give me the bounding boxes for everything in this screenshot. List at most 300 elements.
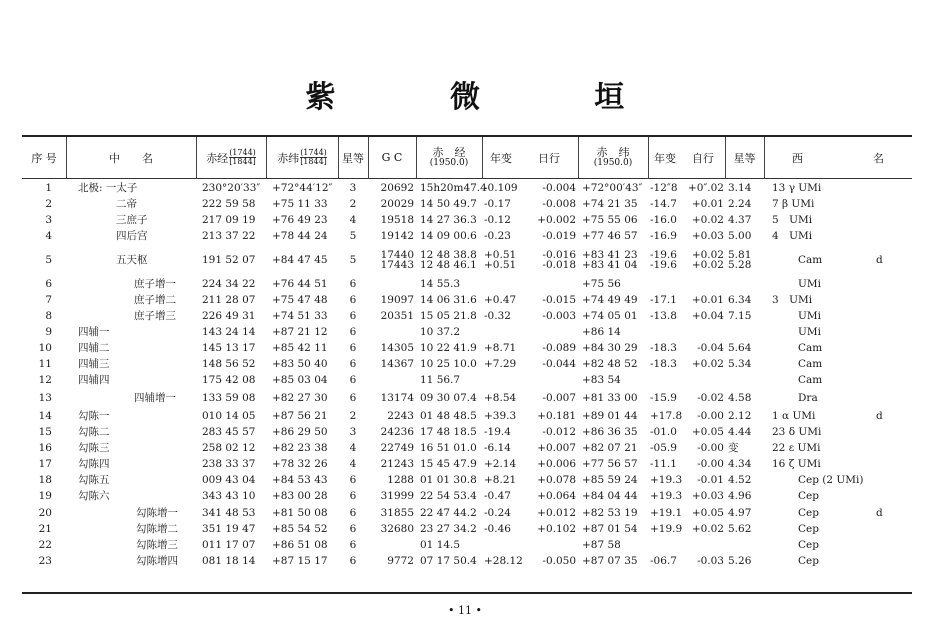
cell-mag-class: 6 xyxy=(349,374,357,386)
cell-mag: 5.26 xyxy=(728,555,752,567)
cell-daily: +0.002 xyxy=(537,214,576,226)
cell-ra-1950: 14 06 31.6 xyxy=(420,294,477,306)
table-header-rule xyxy=(22,178,912,179)
cell-annual-2: -05.9 xyxy=(650,442,677,454)
cell-cn-name: 庶子增二 xyxy=(134,294,176,306)
cell-no: 5 xyxy=(45,254,52,266)
cell-dec-1744: +85 03 04 xyxy=(272,374,328,386)
cell-dec-1950: +72°00′43″ xyxy=(582,182,643,194)
cell-dec-1950: +85 59 24 xyxy=(582,474,638,486)
cell-daily: -0.019 xyxy=(542,230,576,242)
cell-proper-motion xyxy=(686,250,724,270)
cell-mag-class: 4 xyxy=(349,458,357,470)
cell-dec-1744: +78 32 26 xyxy=(272,458,328,470)
cell-no: 22 xyxy=(38,539,52,551)
cell-gc: 14305 xyxy=(380,342,414,354)
cell-ra-1950: 10 25 10.0 xyxy=(420,358,477,370)
cell-dec-1744: +82 23 38 xyxy=(272,442,328,454)
header-annual-proper: 年变 自行 xyxy=(654,151,714,165)
cell-ra-1950: 01 48 48.5 xyxy=(420,410,477,422)
cell-mag-class: 3 xyxy=(349,426,357,438)
cell-gc: 32680 xyxy=(380,523,414,535)
cell-daily: -0.012 xyxy=(542,426,576,438)
cell-gc: 13174 xyxy=(380,392,414,404)
cell-ra-1950: 16 51 01.0 xyxy=(420,442,477,454)
cell-ra-1744: 258 02 12 xyxy=(202,442,256,454)
cell-ra-1744: 341 48 53 xyxy=(202,507,256,519)
cell-annual-2: +19.9 xyxy=(650,523,683,535)
cell-cn-name: 勾陈增三 xyxy=(136,539,178,551)
cell-gc: 19518 xyxy=(380,214,414,226)
header-gc: G C xyxy=(381,151,403,164)
cell-gc: 20351 xyxy=(380,310,414,322)
cell-dec-1950-line: +83 41 23 xyxy=(582,249,638,261)
cell-cn-name: 勾陈增二 xyxy=(136,523,178,535)
cell-cn-name: 四辅四 xyxy=(78,374,110,386)
header-dec-1744: 赤纬 (1744) [1844] xyxy=(277,148,327,166)
cell-ra-1950: 22 54 53.4 xyxy=(420,490,477,502)
cell-no: 3 xyxy=(45,214,52,226)
cell-gc: 22749 xyxy=(380,442,414,454)
cell-west-name: UMi xyxy=(798,278,821,290)
cell-cn-name: 勾陈六 xyxy=(78,490,110,502)
cell-cn-name: 三庶子 xyxy=(116,214,148,226)
cell-ra-1950: 14 55.3 xyxy=(420,278,461,290)
cell-daily: +0.007 xyxy=(537,442,576,454)
cell-annual: -0.17 xyxy=(484,198,511,210)
cell-ra-1744: 148 56 52 xyxy=(202,358,256,370)
cell-dec-1950: +84 04 44 xyxy=(582,490,638,502)
cell-proper-motion-line: +0.02 xyxy=(691,249,724,261)
cell-mag-class: 2 xyxy=(349,410,357,422)
cell-annual: +8.71 xyxy=(484,342,517,354)
cell-mag: 4.34 xyxy=(728,458,752,470)
cell-west-name: Cam xyxy=(798,254,823,266)
cell-mag-line: 5.28 xyxy=(728,259,752,271)
cell-cn-name: 五天枢 xyxy=(116,254,148,266)
cell-ra-1950 xyxy=(420,250,482,270)
cell-proper-motion: -0.03 xyxy=(697,555,724,567)
cell-mag-class: 5 xyxy=(349,230,357,242)
cell-west-name: Cep xyxy=(798,490,819,502)
cell-proper-motion: -0.00 xyxy=(697,410,724,422)
cell-annual-2-line: -19.6 xyxy=(650,259,677,271)
cell-no: 15 xyxy=(38,426,52,438)
cell-gc: 21243 xyxy=(380,458,414,470)
cell-ra-1950: 10 22 41.9 xyxy=(420,342,477,354)
cell-double-flag: d xyxy=(876,254,883,266)
cell-dec-1950: +77 56 57 xyxy=(582,458,638,470)
cell-proper-motion: +0.02 xyxy=(691,214,724,226)
cell-no: 19 xyxy=(38,490,52,502)
cell-ra-1744: 213 37 22 xyxy=(202,230,256,242)
cell-daily xyxy=(530,250,576,270)
cell-double-flag: d xyxy=(876,410,883,422)
cell-proper-motion: -0.01 xyxy=(697,474,724,486)
cell-annual-2: -15.9 xyxy=(650,392,677,404)
cell-dec-1744: +87 21 12 xyxy=(272,326,328,338)
cell-annual-2: -11.1 xyxy=(650,458,677,470)
cell-mag-class: 3 xyxy=(349,182,357,194)
cell-ra-1950: 14 27 36.3 xyxy=(420,214,477,226)
cell-double-flag: d xyxy=(876,507,883,519)
cell-annual-2: -01.0 xyxy=(650,426,677,438)
cell-annual-2: -12″8 xyxy=(650,182,678,194)
cell-gc-line: 17440 xyxy=(380,249,414,261)
cell-mag: 5.62 xyxy=(728,523,752,535)
cell-mag: 4.52 xyxy=(728,474,752,486)
cell-annual-2: -16.0 xyxy=(650,214,677,226)
cell-no: 18 xyxy=(38,474,52,486)
cell-daily: -0.015 xyxy=(542,294,576,306)
cell-dec-1744: +76 49 23 xyxy=(272,214,328,226)
cell-daily: -0.004 xyxy=(542,182,576,194)
cell-mag-class: 6 xyxy=(349,555,357,567)
cell-annual-line: +0.51 xyxy=(484,259,517,271)
cell-cn-name: 四后宫 xyxy=(116,230,148,242)
cell-dec-1950: +87 01 54 xyxy=(582,523,638,535)
cell-annual: +39.3 xyxy=(484,410,517,422)
cell-no: 11 xyxy=(38,358,52,370)
cell-dec-1950: +75 55 06 xyxy=(582,214,638,226)
cell-ra-1744: 143 24 14 xyxy=(202,326,256,338)
cell-annual-2: -17.1 xyxy=(650,294,677,306)
cell-mag: 4.96 xyxy=(728,490,752,502)
cell-daily-line: -0.018 xyxy=(542,259,576,271)
cell-no: 7 xyxy=(45,294,52,306)
cell-daily: +0.006 xyxy=(537,458,576,470)
cell-daily: -0.089 xyxy=(542,342,576,354)
cell-cn-name: 勾陈增一 xyxy=(136,507,178,519)
cell-proper-motion: +0.02 xyxy=(691,523,724,535)
cell-cn-name: 勾陈四 xyxy=(78,458,110,470)
cell-west-name: UMi xyxy=(798,310,821,322)
cell-no: 6 xyxy=(45,278,52,290)
cell-cn-name: 勾陈一 xyxy=(78,410,110,422)
cell-ra-1950: 15h20m47.4 xyxy=(420,182,487,194)
cell-ra-1950: 14 50 49.7 xyxy=(420,198,477,210)
cell-gc: 20029 xyxy=(380,198,414,210)
cell-no: 17 xyxy=(38,458,52,470)
cell-west-name: 1 α UMi xyxy=(772,410,816,422)
cell-mag-line: 5.81 xyxy=(728,249,752,261)
cell-annual-2: -18.3 xyxy=(650,342,677,354)
cell-ra-1950-line: 12 48 38.8 xyxy=(420,249,477,261)
cell-annual-line: +0.51 xyxy=(484,249,517,261)
cell-gc: 9772 xyxy=(387,555,414,567)
header-annual-daily: 年变 日行 xyxy=(490,151,560,165)
cell-ra-1950: 11 56.7 xyxy=(420,374,461,386)
cell-annual-2: -06.7 xyxy=(650,555,677,567)
cell-daily: +0.078 xyxy=(537,474,576,486)
cell-annual: +7.29 xyxy=(484,358,517,370)
cell-proper-motion: +0.01 xyxy=(691,294,724,306)
cell-ra-1744: 238 33 37 xyxy=(202,458,256,470)
cell-dec-1744: +87 15 17 xyxy=(272,555,328,567)
cell-ra-1950: 22 47 44.2 xyxy=(420,507,477,519)
cell-dec-1744: +74 51 33 xyxy=(272,310,328,322)
cell-proper-motion: -0.00 xyxy=(697,458,724,470)
cell-west-name: Cep xyxy=(798,555,819,567)
cell-mag-class: 4 xyxy=(349,214,357,226)
cell-annual: +0.47 xyxy=(484,294,517,306)
header-cn-name: 中 名 xyxy=(109,151,153,165)
cell-ra-1744: 283 45 57 xyxy=(202,426,256,438)
cell-mag-class: 6 xyxy=(349,310,357,322)
cell-ra-1950-line: 12 48 46.1 xyxy=(420,259,477,271)
cell-west-name: 7 β UMi xyxy=(772,198,815,210)
cell-ra-1950: 07 17 50.4 xyxy=(420,555,477,567)
cell-mag: 6.34 xyxy=(728,294,752,306)
cell-daily: +0.102 xyxy=(537,523,576,535)
cell-west-name: Cep (2 UMi) xyxy=(798,474,864,486)
cell-cn-name: 庶子增三 xyxy=(134,310,176,322)
cell-ra-1950: 01 14.5 xyxy=(420,539,461,551)
header-mag-class: 星等 xyxy=(342,151,364,165)
cell-annual: +2.14 xyxy=(484,458,517,470)
cell-dec-1744: +75 11 33 xyxy=(272,198,328,210)
cell-no: 14 xyxy=(38,410,52,422)
cell-ra-1744: 145 13 17 xyxy=(202,342,256,354)
cell-dec-1744: +86 51 08 xyxy=(272,539,328,551)
page-number: • 11 • xyxy=(448,604,482,617)
header-west-name: 西 名 xyxy=(792,151,884,165)
header-mag: 星等 xyxy=(733,151,756,165)
cell-no: 1 xyxy=(45,182,52,194)
cell-no: 4 xyxy=(45,230,52,242)
cell-annual-2: +19.3 xyxy=(650,474,683,486)
cell-ra-1744: 175 42 08 xyxy=(202,374,256,386)
cell-dec-1950: +74 21 35 xyxy=(582,198,638,210)
cell-daily: -0.008 xyxy=(542,198,576,210)
cell-dec-1744: +81 50 08 xyxy=(272,507,328,519)
cell-dec-1744: +83 00 28 xyxy=(272,490,328,502)
cell-west-name: Cep xyxy=(798,539,819,551)
cell-ra-1744: 010 14 05 xyxy=(202,410,256,422)
cell-gc: 31855 xyxy=(380,507,414,519)
cell-ra-1950: 10 37.2 xyxy=(420,326,461,338)
header-ra-1950: 赤 经 (1950.0) xyxy=(429,145,469,168)
cell-dec-1950: +86 14 xyxy=(582,326,621,338)
cell-cn-name: 二帝 xyxy=(116,198,137,210)
cell-annual-2: -13.8 xyxy=(650,310,677,322)
cell-proper-motion: -0.00 xyxy=(697,442,724,454)
cell-proper-motion: +0.03 xyxy=(691,490,724,502)
cell-annual: -19.4 xyxy=(484,426,511,438)
cell-annual-2: -14.7 xyxy=(650,198,677,210)
cell-west-name: UMi xyxy=(798,326,821,338)
cell-dec-1744: +76 44 51 xyxy=(272,278,328,290)
cell-daily: -0.050 xyxy=(542,555,576,567)
cell-annual: -6.14 xyxy=(484,442,511,454)
cell-west-name: 4 UMi xyxy=(772,230,813,242)
cell-dec-1950: +86 36 35 xyxy=(582,426,638,438)
cell-dec-1744: +84 47 45 xyxy=(272,254,328,266)
cell-dec-1950-line: +83 41 04 xyxy=(582,259,638,271)
cell-ra-1744: 224 34 22 xyxy=(202,278,256,290)
page-title: 紫 微 垣 xyxy=(305,80,677,115)
cell-gc xyxy=(368,250,414,270)
cell-mag: 5.64 xyxy=(728,342,752,354)
cell-west-name: Cep xyxy=(798,507,819,519)
cell-dec-1950: +87 07 35 xyxy=(582,555,638,567)
cell-cn-name: 四辅二 xyxy=(78,342,110,354)
cell-dec-1744: +85 42 11 xyxy=(272,342,328,354)
cell-dec-1950: +84 30 29 xyxy=(582,342,638,354)
cell-no: 10 xyxy=(38,342,52,354)
header-no: 序 号 xyxy=(31,151,57,165)
cell-no: 2 xyxy=(45,198,52,210)
cell-proper-motion: +0.02 xyxy=(691,358,724,370)
cell-gc: 1288 xyxy=(387,474,414,486)
cell-daily: +0.181 xyxy=(537,410,576,422)
cell-ra-1744: 222 59 58 xyxy=(202,198,256,210)
cell-daily: +0.012 xyxy=(537,507,576,519)
cell-mag: 5.34 xyxy=(728,358,752,370)
cell-no: 21 xyxy=(38,523,52,535)
cell-mag-class: 6 xyxy=(349,507,357,519)
cell-no: 23 xyxy=(38,555,52,567)
cell-dec-1744: +85 54 52 xyxy=(272,523,328,535)
cell-proper-motion: +0″.02 xyxy=(687,182,724,194)
cell-mag-class: 5 xyxy=(349,254,357,266)
cell-ra-1744: 226 49 31 xyxy=(202,310,256,322)
cell-gc: 19097 xyxy=(380,294,414,306)
cell-annual: -0.23 xyxy=(484,230,511,242)
cell-proper-motion: +0.05 xyxy=(691,426,724,438)
cell-ra-1744: 011 17 07 xyxy=(202,539,256,551)
cell-ra-1744: 191 52 07 xyxy=(202,254,256,266)
cell-no: 8 xyxy=(45,310,52,322)
cell-cn-name: 四辅增一 xyxy=(134,392,176,404)
cell-no: 16 xyxy=(38,442,52,454)
cell-annual-2-line: -19.6 xyxy=(650,249,677,261)
cell-mag: 2.12 xyxy=(728,410,752,422)
cell-annual-2: +17.8 xyxy=(650,410,683,422)
cell-annual-2 xyxy=(650,250,686,270)
cell-mag: 2.24 xyxy=(728,198,752,210)
cell-dec-1950: +74 49 49 xyxy=(582,294,638,306)
cell-mag-class: 6 xyxy=(349,326,357,338)
cell-mag: 4.37 xyxy=(728,214,752,226)
cell-cn-name: 勾陈二 xyxy=(78,426,110,438)
cell-gc: 2243 xyxy=(387,410,414,422)
cell-west-name: 22 ε UMi xyxy=(772,442,821,454)
cell-dec-1950: +82 53 19 xyxy=(582,507,638,519)
cell-gc: 14367 xyxy=(380,358,414,370)
cell-dec-1744: +72°44′12″ xyxy=(272,182,333,194)
cell-annual: -0.109 xyxy=(484,182,518,194)
cell-mag-class: 6 xyxy=(349,294,357,306)
cell-annual-2: -16.9 xyxy=(650,230,677,242)
cell-ra-1950: 17 48 18.5 xyxy=(420,426,477,438)
cell-cn-name: 庶子增一 xyxy=(134,278,176,290)
cell-cn-name: 勾陈增四 xyxy=(136,555,178,567)
cell-west-name: 13 γ UMi xyxy=(772,182,822,194)
cell-mag-class: 6 xyxy=(349,278,357,290)
cell-dec-1950: +89 01 44 xyxy=(582,410,638,422)
cell-annual: -0.24 xyxy=(484,507,511,519)
cell-west-name: 3 UMi xyxy=(772,294,813,306)
cell-annual: +8.21 xyxy=(484,474,517,486)
cell-ra-1744: 217 09 19 xyxy=(202,214,256,226)
cell-west-name: 16 ζ UMi xyxy=(772,458,821,470)
cell-dec-1950: +81 33 00 xyxy=(582,392,638,404)
cell-dec-1744: +83 50 40 xyxy=(272,358,328,370)
cell-proper-motion-line: +0.02 xyxy=(691,259,724,271)
cell-ra-1744: 081 18 14 xyxy=(202,555,256,567)
cell-proper-motion: +0.01 xyxy=(691,198,724,210)
cell-annual xyxy=(484,250,530,270)
cell-gc: 19142 xyxy=(380,230,414,242)
cell-mag-class: 2 xyxy=(349,198,357,210)
cell-ra-1744: 230°20′33″ xyxy=(202,182,261,194)
cell-dec-1950: +74 05 01 xyxy=(582,310,638,322)
cell-annual-2: +19.1 xyxy=(650,507,683,519)
cell-ra-1950: 01 01 30.8 xyxy=(420,474,477,486)
cell-ra-1744: 343 43 10 xyxy=(202,490,256,502)
cell-west-name: Dra xyxy=(798,392,818,404)
cell-dec-1744: +75 47 48 xyxy=(272,294,328,306)
cell-mag: 5.00 xyxy=(728,230,752,242)
cell-dec-1744: +78 44 24 xyxy=(272,230,328,242)
cell-dec-1950: +77 46 57 xyxy=(582,230,638,242)
cell-dec-1744: +82 27 30 xyxy=(272,392,328,404)
cell-mag: 3.14 xyxy=(728,182,752,194)
cell-dec-1744: +86 29 50 xyxy=(272,426,328,438)
cell-ra-1950: 15 45 47.9 xyxy=(420,458,477,470)
cell-cn-name: 北极: 一太子 xyxy=(78,182,138,194)
cell-cn-name: 勾陈五 xyxy=(78,474,110,486)
cell-no: 13 xyxy=(38,392,52,404)
cell-proper-motion: +0.04 xyxy=(691,310,724,322)
cell-proper-motion: -0.02 xyxy=(697,392,724,404)
cell-annual-2: -18.3 xyxy=(650,358,677,370)
cell-dec-1950: +82 07 21 xyxy=(582,442,638,454)
cell-annual: -0.32 xyxy=(484,310,511,322)
cell-mag: 7.15 xyxy=(728,310,752,322)
cell-annual: +28.12 xyxy=(484,555,523,567)
cell-daily: -0.003 xyxy=(542,310,576,322)
cell-west-name: Cam xyxy=(798,374,823,386)
cell-ra-1950: 14 09 00.6 xyxy=(420,230,477,242)
cell-west-name: Cam xyxy=(798,358,823,370)
cell-cn-name: 勾陈三 xyxy=(78,442,110,454)
cell-no: 20 xyxy=(38,507,52,519)
header-ra-1744: 赤经 (1744) [1844] xyxy=(206,148,256,166)
cell-dec-1744: +84 53 43 xyxy=(272,474,328,486)
cell-ra-1950: 15 05 21.8 xyxy=(420,310,477,322)
cell-mag: 4.97 xyxy=(728,507,752,519)
cell-ra-1744: 009 43 04 xyxy=(202,474,256,486)
cell-annual: +8.54 xyxy=(484,392,517,404)
cell-west-name: 23 δ UMi xyxy=(772,426,822,438)
cell-mag-class: 4 xyxy=(349,442,357,454)
cell-west-name: Cep xyxy=(798,523,819,535)
cell-mag-class: 6 xyxy=(349,539,357,551)
cell-dec-1744: +87 56 21 xyxy=(272,410,328,422)
cell-daily-line: -0.016 xyxy=(542,249,576,261)
cell-mag-class: 6 xyxy=(349,342,357,354)
cell-mag: 4.44 xyxy=(728,426,752,438)
cell-annual: -0.12 xyxy=(484,214,511,226)
cell-gc: 20692 xyxy=(380,182,414,194)
cell-ra-1950: 23 27 34.2 xyxy=(420,523,477,535)
cell-west-name: 5 UMi xyxy=(772,214,813,226)
cell-dec-1950 xyxy=(582,250,648,270)
cell-dec-1950: +83 54 xyxy=(582,374,621,386)
cell-daily: +0.064 xyxy=(537,490,576,502)
